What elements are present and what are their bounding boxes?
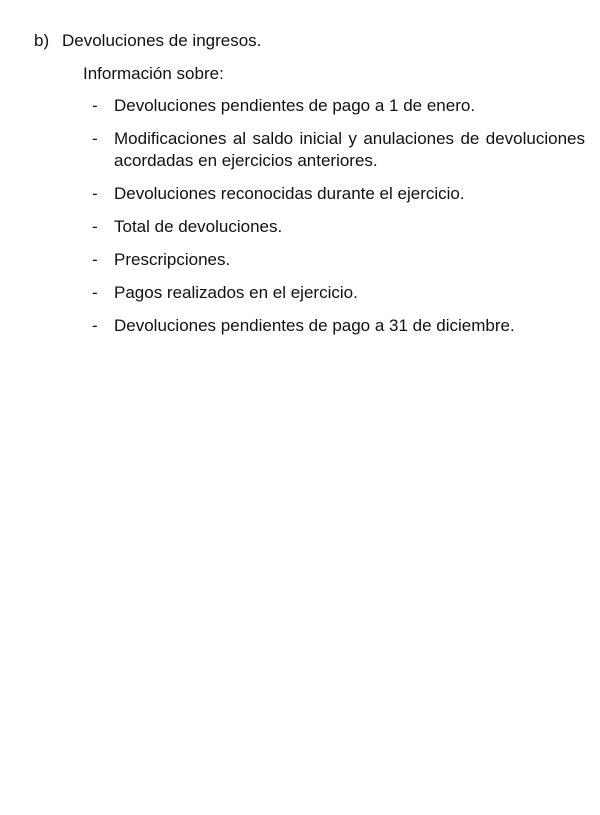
list-item	[92, 282, 585, 304]
section-marker: b)	[34, 31, 50, 50]
list-item	[92, 128, 585, 172]
list-item-text: Devoluciones pendientes de pago a 31 de diciembre.	[114, 316, 515, 335]
bullet-dash: -	[92, 250, 98, 269]
bullet-dash: -	[92, 129, 98, 148]
list-item-text: Prescripciones.	[114, 250, 231, 269]
bullet-dash: -	[92, 184, 98, 203]
bullet-dash: -	[92, 96, 98, 115]
section-title: Devoluciones de ingresos.	[62, 31, 262, 50]
bullet-dash: -	[92, 316, 98, 335]
list-item	[92, 95, 585, 117]
information-list	[92, 95, 585, 348]
list-item-text: Pagos realizados en el ejercicio.	[114, 283, 358, 302]
list-item-text: Devoluciones reconocidas durante el ejercicio.	[114, 184, 465, 203]
intro-text: Información sobre:	[83, 64, 224, 83]
list-item-text: Modificaciones al saldo inicial y anulaciones de devoluciones acordadas en ejercicios anteriores.	[114, 129, 585, 170]
section-heading	[34, 30, 574, 52]
list-item	[92, 315, 585, 337]
bullet-dash: -	[92, 217, 98, 236]
list-item-text: Devoluciones pendientes de pago a 1 de enero.	[114, 96, 476, 115]
bullet-dash: -	[92, 283, 98, 302]
list-item	[92, 249, 585, 271]
list-item	[92, 216, 585, 238]
list-item-text: Total de devoluciones.	[114, 217, 283, 236]
list-item	[92, 183, 585, 205]
